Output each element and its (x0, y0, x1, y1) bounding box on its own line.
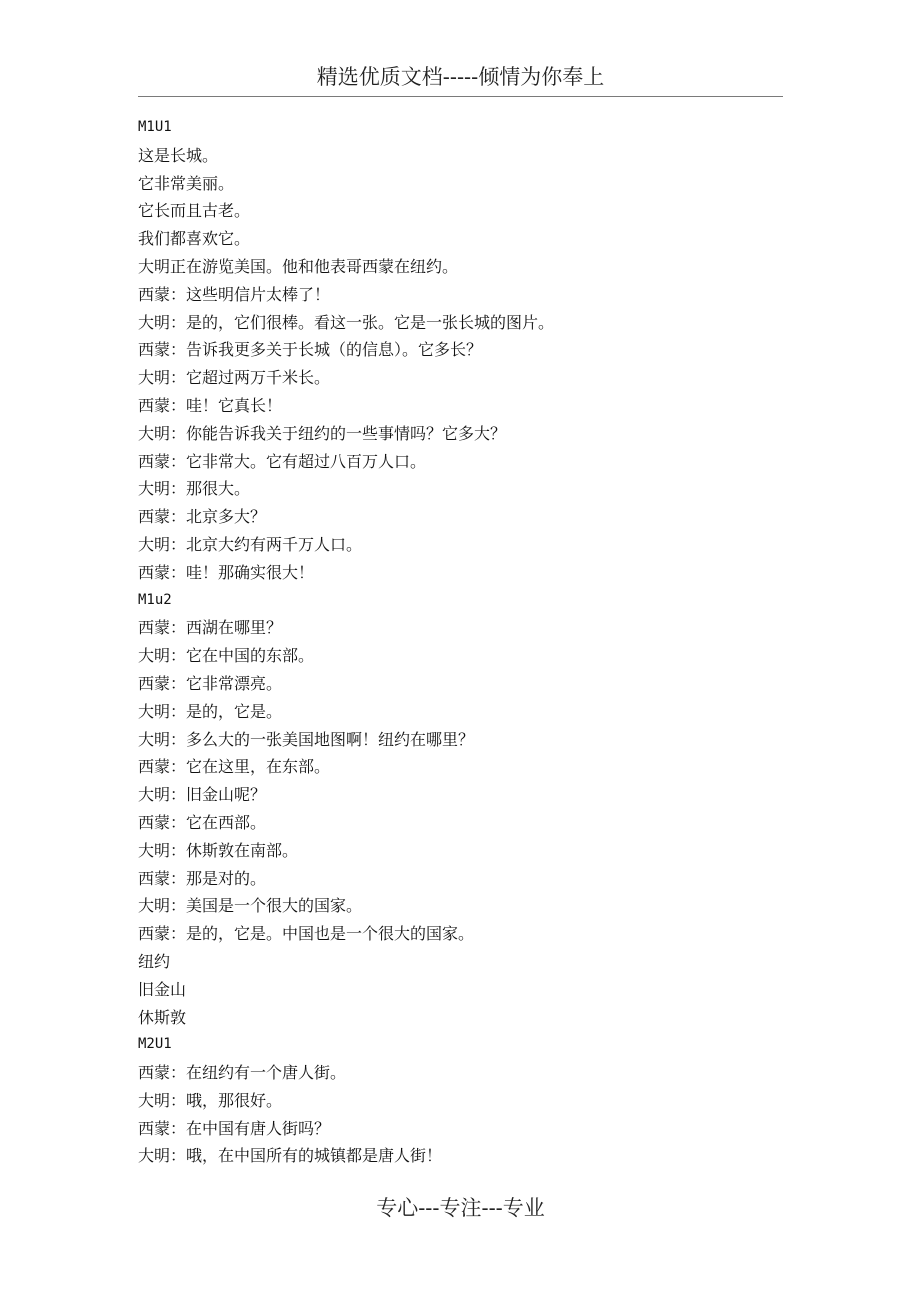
text-line: 大明：哦，那很好。 (138, 1090, 283, 1110)
text-line: 大明：北京大约有两千万人口。 (138, 534, 363, 554)
text-line: 大明：是的，它们很棒。看这一张。它是一张长城的图片。 (138, 312, 555, 332)
text-line: 大明：你能告诉我关于纽约的一些事情吗？它多大？ (138, 423, 507, 443)
text-line: 西蒙：这些明信片太棒了！ (138, 284, 331, 304)
header-divider (138, 96, 783, 97)
text-line: 大明：哦，在中国所有的城镇都是唐人街！ (138, 1146, 443, 1166)
text-line: 大明：那很大。 (138, 479, 251, 499)
text-line: 西蒙：它非常大。它有超过八百万人口。 (138, 451, 427, 471)
text-line: 西蒙：在中国有唐人街吗？ (138, 1118, 331, 1138)
text-line: 它非常美丽。 (138, 173, 235, 193)
text-line: 大明：它超过两万千米长。 (138, 368, 331, 388)
text-line: 大明：它在中国的东部。 (138, 646, 315, 666)
text-line: 它长而且古老。 (138, 201, 251, 221)
text-line: 大明：旧金山呢？ (138, 785, 267, 805)
document-body (138, 114, 788, 1170)
text-line: 西蒙：它在西部。 (138, 812, 267, 832)
page-footer: 专心---专注---专业 (376, 1196, 545, 1220)
page-header: 精选优质文档-----倾情为你奉上 (316, 65, 605, 89)
text-line: 西蒙：告诉我更多关于长城（的信息）。它多长？ (138, 340, 483, 360)
text-line: 大明正在游览美国。他和他表哥西蒙在纽约。 (138, 256, 459, 276)
text-line: 西蒙：它在这里，在东部。 (138, 757, 331, 777)
text-line: 大明：多么大的一张美国地图啊！纽约在哪里？ (138, 729, 475, 749)
text-line: 大明：美国是一个很大的国家。 (138, 896, 363, 916)
text-line: 旧金山 (138, 979, 187, 999)
section-heading: M1u2 (138, 591, 172, 608)
text-line: 休斯敦 (138, 1007, 187, 1027)
text-line: 这是长城。 (138, 145, 219, 165)
text-line: 我们都喜欢它。 (138, 229, 251, 249)
section-heading: M1U1 (138, 119, 172, 135)
text-line: 西蒙：北京多大？ (138, 507, 267, 527)
text-line: 西蒙：它非常漂亮。 (138, 673, 283, 693)
text-line: 纽约 (138, 951, 171, 971)
text-line: 西蒙：哇！那确实很大！ (138, 562, 315, 582)
section-heading: M2U1 (138, 1036, 172, 1053)
text-line: 大明：休斯敦在南部。 (138, 840, 299, 860)
text-line: 西蒙：西湖在哪里？ (138, 618, 283, 638)
text-line: 大明：是的，它是。 (138, 701, 283, 721)
text-line: 西蒙：是的，它是。中国也是一个很大的国家。 (138, 924, 475, 944)
text-line: 西蒙：在纽约有一个唐人街。 (138, 1063, 347, 1083)
text-line: 西蒙：哇！它真长！ (138, 395, 283, 415)
text-line: 西蒙：那是对的。 (138, 868, 267, 888)
